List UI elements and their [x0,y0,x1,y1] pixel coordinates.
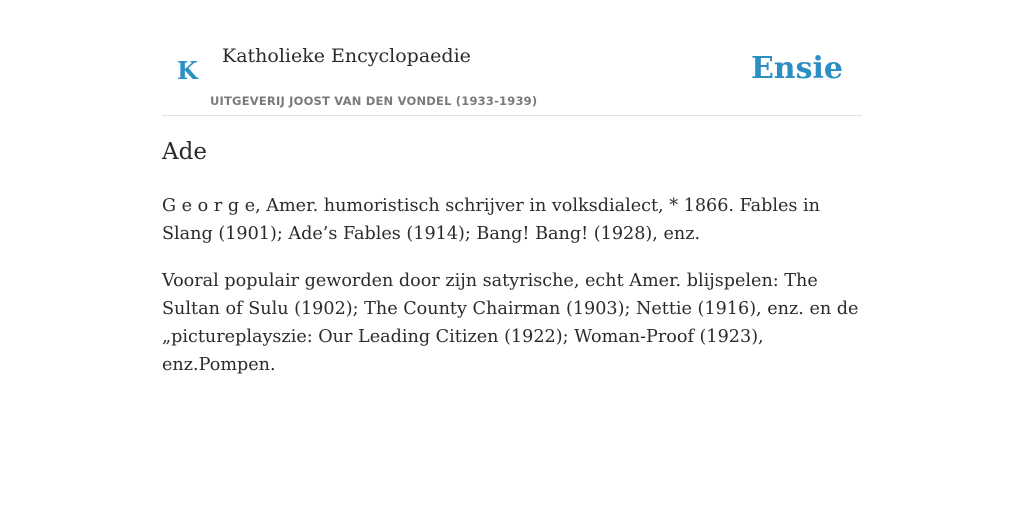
page-container [162,0,862,375]
site-subtitle: UITGEVERIJ JOOST VAN DEN VONDEL (1933-1939) [210,94,538,108]
brand-logo-link[interactable]: Ensie [750,51,843,86]
article-paragraph: G e o r g e, Amer. humoristisch schrijver in volksdialect, * 1866. Fables in Slang (1901); Ade’s Fables (1914); Bang! Bang! (1928), enz. [162,196,820,244]
site-logo[interactable]: K [177,56,198,85]
article-title: Ade [162,139,207,165]
site-header [162,0,862,116]
site-title: Katholieke Encyclopaedie [222,45,471,67]
article-paragraph: Vooral populair geworden door zijn satyrische, echt Amer. blijspelen: The Sultan of Sulu (1902); The County Chairman (1903); Nettie (1916), enz. en de „pictureplayszie: Our Leading Citizen (1922); Woman-Proof (1923), enz.Pompen. [162,271,859,375]
